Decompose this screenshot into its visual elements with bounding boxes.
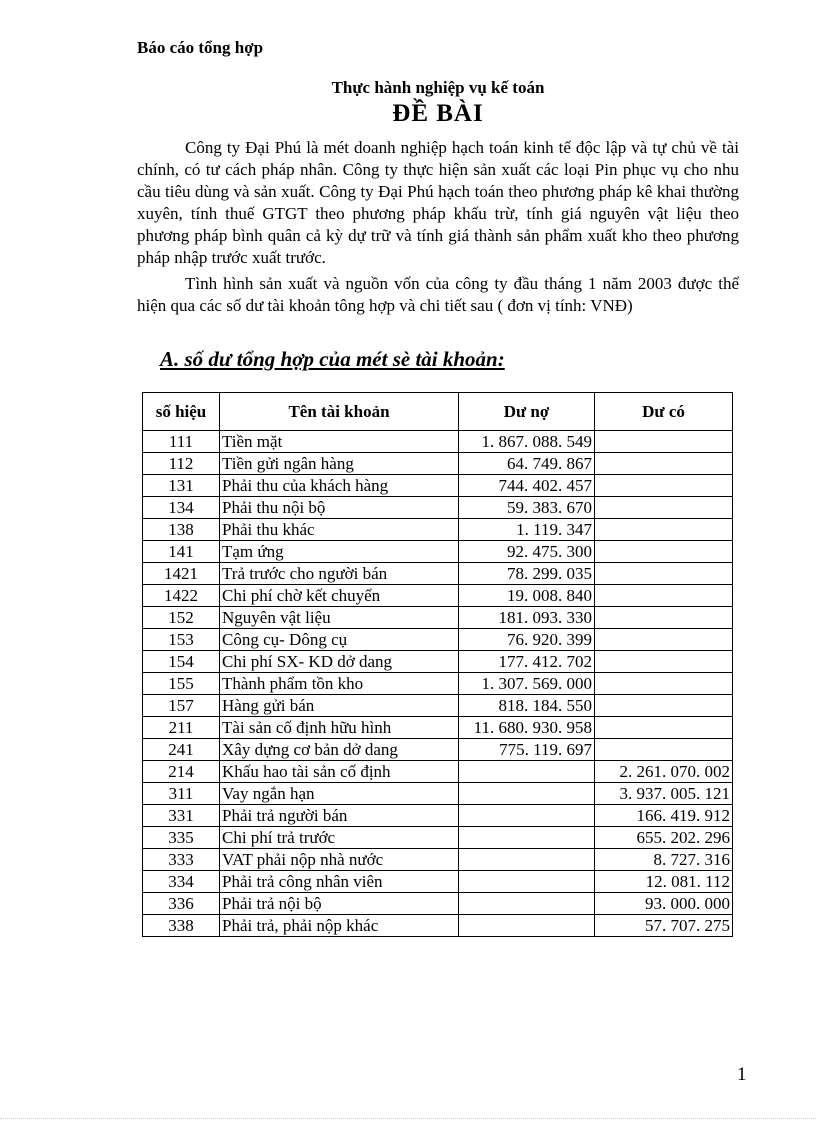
account-name-cell: Xây dựng cơ bản dở dang [220,739,459,761]
table-row [143,585,733,607]
credit-cell [595,629,733,651]
account-name-cell: Tài sản cố định hữu hình [220,717,459,739]
header-credit: Dư có [595,393,733,431]
account-number-cell: 134 [143,497,220,519]
account-number-cell: 131 [143,475,220,497]
account-name-cell: Vay ngắn hạn [220,783,459,805]
table-row [143,453,733,475]
credit-cell [595,519,733,541]
table-row [143,541,733,563]
debit-cell: 76. 920. 399 [459,629,595,651]
account-name-cell: Chi phí trả trước [220,827,459,849]
credit-cell [595,475,733,497]
debit-cell [459,871,595,893]
credit-cell [595,717,733,739]
credit-cell [595,497,733,519]
credit-cell [595,651,733,673]
table-row [143,761,733,783]
account-name-cell: Chi phí SX- KD dở dang [220,651,459,673]
debit-cell: 744. 402. 457 [459,475,595,497]
table-row [143,563,733,585]
debit-cell [459,827,595,849]
debit-cell [459,893,595,915]
table-row [143,739,733,761]
account-name-cell: Công cụ- Dông cụ [220,629,459,651]
report-title: Báo cáo tổng hợp [137,38,264,57]
account-name-cell: Tạm ứng [220,541,459,563]
account-number-cell: 214 [143,761,220,783]
balance-paragraph: Tình hình sản xuất và nguồn vốn của công ty đầu tháng 1 năm 2003 được thể hiện qua các số dư tài khoản tông hợp và chi tiết sau ( đơn vị tính: VNĐ) [137,274,739,315]
table-row [143,607,733,629]
debit-cell: 78. 299. 035 [459,563,595,585]
account-number-cell: 152 [143,607,220,629]
credit-cell [595,585,733,607]
account-name-cell: Khấu hao tài sản cố định [220,761,459,783]
debit-cell [459,783,595,805]
account-number-cell: 154 [143,651,220,673]
account-name-cell: Phải thu khác [220,519,459,541]
credit-cell: 2. 261. 070. 002 [595,761,733,783]
account-balance-table [142,392,733,937]
table-row [143,827,733,849]
account-name-cell: Tiền mặt [220,431,459,453]
table-row [143,475,733,497]
table-row [143,629,733,651]
account-name-cell: Phải thu của khách hàng [220,475,459,497]
table-row [143,893,733,915]
account-name-cell: Trả trước cho người bán [220,563,459,585]
account-name-cell: Tiền gửi ngân hàng [220,453,459,475]
account-number-cell: 1421 [143,563,220,585]
debit-cell [459,761,595,783]
table-body [143,431,733,937]
account-number-cell: 311 [143,783,220,805]
account-name-cell: Phải trả, phải nộp khác [220,915,459,937]
header-debit: Dư nợ [459,393,595,431]
account-number-cell: 112 [143,453,220,475]
account-number-cell: 138 [143,519,220,541]
credit-cell [595,453,733,475]
table-row [143,783,733,805]
credit-cell: 655. 202. 296 [595,827,733,849]
debit-cell: 64. 749. 867 [459,453,595,475]
account-number-cell: 333 [143,849,220,871]
account-number-cell: 141 [143,541,220,563]
account-number-cell: 331 [143,805,220,827]
header-account-number: số hiệu [143,393,220,431]
subject-title: Thực hành nghiệp vụ kế toán [331,78,545,97]
credit-cell [595,607,733,629]
header-account-name: Tên tài khoản [220,393,459,431]
account-number-cell: 241 [143,739,220,761]
table-row [143,519,733,541]
credit-cell [595,563,733,585]
account-name-cell: Chi phí chờ kết chuyển [220,585,459,607]
credit-cell: 166. 419. 912 [595,805,733,827]
account-name-cell: Phải thu nội bộ [220,497,459,519]
intro-paragraph: Công ty Đại Phú là mét doanh nghiệp hạch toán kinh tế độc lập và tự chủ về tài chính, có tư cách pháp nhân. Công ty thực hiện sản xuất các loại Pin phục vụ cho nhu cầu tiêu dùng và sản xuất. Công ty Đại Phú hạch toán theo phương pháp kê khai thường xuyên, tính thuế GTGT theo phương pháp khấu trừ, tính giá nguyên vật liệu theo phương pháp bình quân cả kỳ dự trữ và tính giá thành sản phẩm xuất kho theo phương pháp nhập trước xuất trước. [137,138,739,267]
account-number-cell: 334 [143,871,220,893]
account-name-cell: Phải trả nội bộ [220,893,459,915]
table-row [143,431,733,453]
debit-cell [459,849,595,871]
table-row [143,871,733,893]
credit-cell [595,541,733,563]
debit-cell: 1. 867. 088. 549 [459,431,595,453]
credit-cell [595,739,733,761]
debit-cell [459,805,595,827]
account-name-cell: Phải trả người bán [220,805,459,827]
account-number-cell: 336 [143,893,220,915]
table-row [143,717,733,739]
credit-cell: 3. 937. 005. 121 [595,783,733,805]
account-number-cell: 211 [143,717,220,739]
account-number-cell: 1422 [143,585,220,607]
account-number-cell: 153 [143,629,220,651]
credit-cell: 12. 081. 112 [595,871,733,893]
debit-cell: 59. 383. 670 [459,497,595,519]
table-row [143,651,733,673]
credit-cell [595,695,733,717]
account-number-cell: 155 [143,673,220,695]
debit-cell: 775. 119. 697 [459,739,595,761]
table-row [143,915,733,937]
page-divider [0,1118,816,1119]
debit-cell: 92. 475. 300 [459,541,595,563]
section-title: A. số dư tổng hợp của mét sè tài khoản: [160,347,505,371]
account-name-cell: Phải trả công nhân viên [220,871,459,893]
page-heading: ĐỀ BÀI [392,100,484,127]
credit-cell [595,431,733,453]
table-row [143,849,733,871]
credit-cell: 8. 727. 316 [595,849,733,871]
account-name-cell: VAT phải nộp nhà nước [220,849,459,871]
debit-cell: 177. 412. 702 [459,651,595,673]
account-number-cell: 157 [143,695,220,717]
debit-cell: 1. 307. 569. 000 [459,673,595,695]
table-row [143,673,733,695]
table-row [143,695,733,717]
page-number: 1 [737,1064,747,1085]
credit-cell: 57. 707. 275 [595,915,733,937]
account-number-cell: 335 [143,827,220,849]
debit-cell: 1. 119. 347 [459,519,595,541]
table-row [143,497,733,519]
debit-cell: 181. 093. 330 [459,607,595,629]
account-number-cell: 338 [143,915,220,937]
table-row [143,805,733,827]
credit-cell [595,673,733,695]
credit-cell: 93. 000. 000 [595,893,733,915]
debit-cell: 818. 184. 550 [459,695,595,717]
debit-cell: 19. 008. 840 [459,585,595,607]
account-name-cell: Hàng gửi bán [220,695,459,717]
account-name-cell: Nguyên vật liệu [220,607,459,629]
account-name-cell: Thành phẩm tồn kho [220,673,459,695]
account-number-cell: 111 [143,431,220,453]
table-header-row [143,393,733,431]
debit-cell: 11. 680. 930. 958 [459,717,595,739]
debit-cell [459,915,595,937]
